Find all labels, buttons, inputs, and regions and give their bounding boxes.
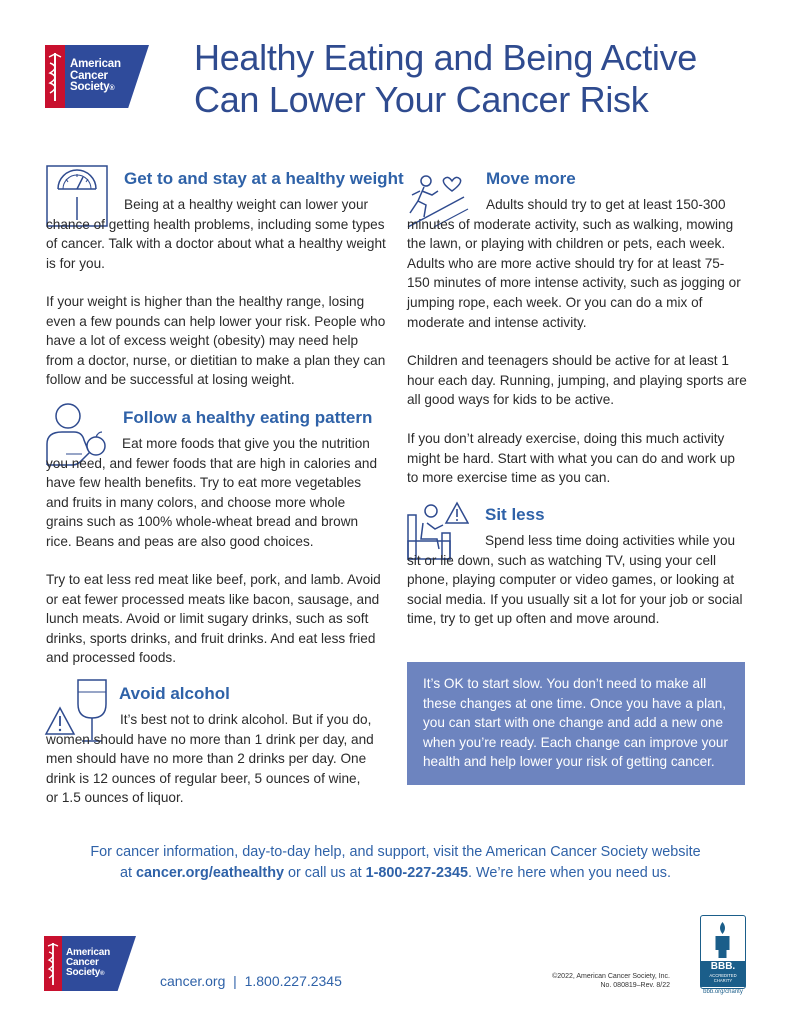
title-line2: Can Lower Your Cancer Risk xyxy=(194,79,649,120)
eating-paragraph-2: Try to eat less red meat like beef, pork, and lamb. Avoid or eat fewer processed meats like bacon, sausage, and lunch meats. Avoid or limit sugary drinks, such as soft drinks, sports drinks, and fruit drinks. And eat less fried and processed foods. xyxy=(46,572,381,666)
footer-at: at xyxy=(120,865,137,881)
logo-line2: Cancer xyxy=(70,69,108,82)
registered-mark-footer: ® xyxy=(100,971,105,978)
registered-mark: ® xyxy=(109,85,115,93)
weight-paragraph-2: If your weight is higher than the healthy range, losing even a few pounds can help lower your risk. People who have a lot of excess weight (obesity) may need help from a doctor, nurse, or dietitian to make a plan they can follow and be successful at losing weight. xyxy=(46,294,386,388)
page-title xyxy=(194,37,764,121)
phone-number[interactable]: 1-800-227-2345 xyxy=(365,865,469,881)
bbb-torch-icon xyxy=(701,916,745,962)
bbb-seal[interactable] xyxy=(700,915,746,989)
acs-logo-footer xyxy=(44,936,136,991)
title-line1: Healthy Eating and Being Active xyxy=(194,37,698,78)
logo-line1: American xyxy=(70,58,121,70)
footer-message xyxy=(40,842,751,884)
caduceus-icon xyxy=(45,45,65,108)
bbb-label: BBB. xyxy=(701,961,745,973)
logo-line3: Society xyxy=(70,81,110,94)
move-paragraph-1: Adults should try to get at least 150-300 minutes of moderate activity, such as walking, mowing the lawn, or playing with children or pets, each week. Adults who are more active should try for at least 75-150 minutes of more intense activity, such as jogging or jumping rope, each week. Or you can do a mix of moderate and intense activity. xyxy=(407,197,741,330)
move-paragraph-2: Children and teenagers should be active for at least 1 hour each day. Running, jumping, and playing sports are all good ways for kids to be active. xyxy=(407,353,747,408)
copyright-line2: No. 080819–Rev. 8/22 xyxy=(600,982,670,989)
footer-contact[interactable]: cancer.org | 1.800.227.2345 xyxy=(160,973,342,989)
caduceus-icon xyxy=(44,936,62,991)
eathealthy-link[interactable]: cancer.org/eathealthy xyxy=(136,865,284,881)
logo-footer-line2: Cancer xyxy=(66,957,99,969)
sit-paragraph-1: Spend less time doing activities while you sit or lie down, such as watching TV, using your cell phone, playing computer or video games, or looking at social media. If you usually sit a lot for your job or social time, try to get up often and move around. xyxy=(407,533,743,627)
footer-line1: For cancer information, day-to-day help, and support, visit the American Cancer Society website xyxy=(90,844,701,860)
footer-tagline: . We’re here when you need us. xyxy=(468,865,671,881)
bbb-accredited: ACCREDITED CHARITY xyxy=(701,973,745,987)
callout-box xyxy=(407,662,745,785)
section-title-sit: Sit less xyxy=(485,505,545,524)
callout-text: It’s OK to start slow. You don’t need to make all these changes at one time. Once you have a plan, you can start with one change and add a new one when you’re ready. Each change can improve your health and help lower your risk of getting cancer. xyxy=(423,676,729,770)
bbb-url[interactable]: bbb.org/charity xyxy=(703,989,743,995)
section-title-weight: Get to and stay at a healthy weight xyxy=(124,169,404,188)
logo-footer-line1: American xyxy=(66,947,110,958)
copyright xyxy=(520,972,670,990)
eating-paragraph-1: Eat more foods that give you the nutrition you need, and fewer foods that are high in calories and have few health benefits. Try to eat more vegetables and fruits in many colors, and choose more whole grains such as 100% whole-wheat bread and brown rice. Beans and peas are also good choices. xyxy=(46,436,378,549)
section-title-move: Move more xyxy=(486,169,576,188)
weight-paragraph-1: Being at a healthy weight can lower your chance of getting health problems, including some types of cancer. Talk with a doctor about what a healthy weight is for you. xyxy=(46,197,386,271)
move-paragraph-3: If you don’t already exercise, doing this much activity might be hard. Start with what you can do and work up to more exercise time as you can. xyxy=(407,431,735,486)
copyright-line1: ©2022, American Cancer Society, Inc. xyxy=(552,973,670,980)
acs-logo xyxy=(45,45,149,108)
alcohol-paragraph-1: It’s best not to drink alcohol. But if you do, women should have no more than 1 drink per day, and men should have no more than 2 drinks per day. One drink is 12 ounces of regular beer, 5 ounces of wine, or 1.5 ounces of liquor. xyxy=(46,712,374,806)
section-title-eating: Follow a healthy eating pattern xyxy=(123,408,373,427)
footer-call: or call us at xyxy=(284,865,366,881)
section-title-alcohol: Avoid alcohol xyxy=(119,684,230,703)
logo-footer-line3: Society xyxy=(66,967,101,979)
